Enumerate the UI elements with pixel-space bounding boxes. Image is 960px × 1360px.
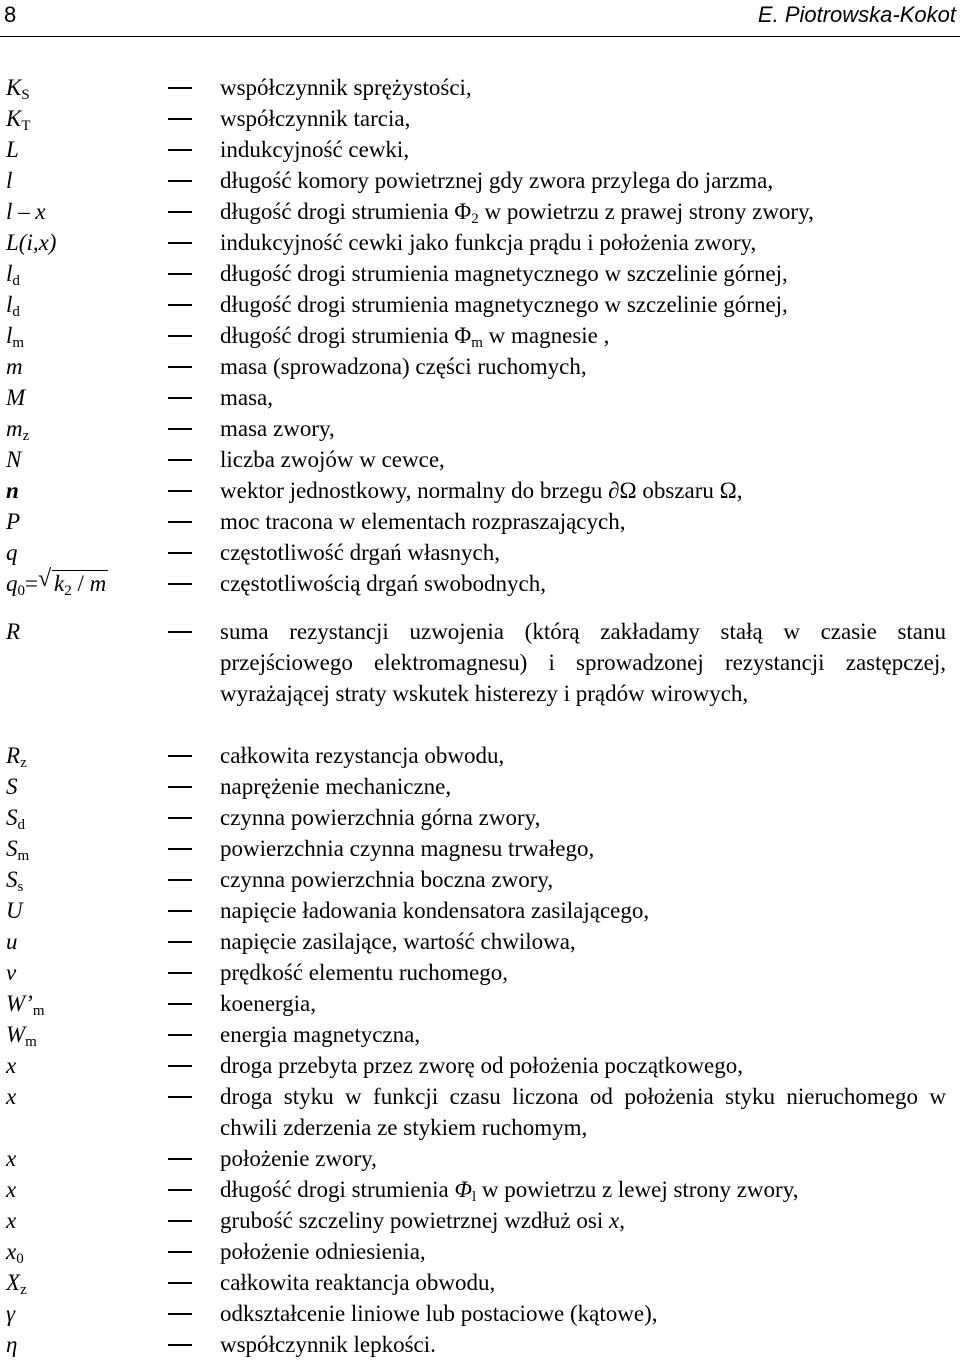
description-text: czynna powierzchnia górna zwory, bbox=[220, 805, 541, 830]
dash-separator bbox=[168, 118, 192, 120]
symbol-description bbox=[220, 1019, 946, 1050]
symbol-letter: u bbox=[6, 929, 18, 954]
symbol-row bbox=[0, 1236, 960, 1267]
symbol bbox=[6, 926, 18, 957]
symbol bbox=[6, 1236, 24, 1267]
symbol-row bbox=[0, 165, 960, 196]
symbol-description bbox=[220, 895, 946, 926]
description-text-after: , bbox=[619, 1208, 625, 1233]
symbol-subscript: m bbox=[25, 1034, 37, 1050]
description-text: powierzchnia czynna magnesu trwałego, bbox=[220, 836, 595, 861]
description-subscript: m bbox=[471, 335, 483, 351]
symbol bbox=[6, 740, 27, 771]
symbol-description bbox=[220, 351, 946, 382]
symbol-description bbox=[220, 1329, 946, 1360]
symbol bbox=[6, 1267, 27, 1298]
symbol-row bbox=[0, 103, 960, 134]
description-text: liczba zwojów w cewce, bbox=[220, 447, 445, 472]
description-text: współczynnik sprężystości, bbox=[220, 75, 472, 100]
dash-separator bbox=[168, 1189, 192, 1191]
symbol-subscript: z bbox=[20, 1282, 27, 1298]
symbol-letter: γ bbox=[6, 1301, 16, 1326]
symbol-subscript: m bbox=[17, 848, 30, 864]
symbol-description bbox=[220, 1298, 946, 1329]
description-subscript: l bbox=[471, 1189, 477, 1205]
symbol-subscript: d bbox=[12, 273, 20, 289]
dash-separator bbox=[168, 755, 192, 757]
symbol bbox=[6, 475, 19, 506]
symbol-row bbox=[0, 1050, 960, 1081]
symbol-description bbox=[220, 802, 946, 833]
symbol-row bbox=[0, 444, 960, 475]
description-text: koenergia, bbox=[220, 991, 317, 1016]
symbol-description bbox=[220, 72, 946, 103]
dash-separator bbox=[168, 1220, 192, 1222]
symbol-row bbox=[0, 227, 960, 258]
description-text: położenie zwory, bbox=[220, 1146, 377, 1171]
dash-separator bbox=[168, 941, 192, 943]
dash-separator bbox=[168, 273, 192, 275]
symbol-letter: x bbox=[6, 1177, 17, 1202]
symbol bbox=[6, 957, 16, 988]
symbol-description bbox=[220, 320, 946, 351]
dash-separator bbox=[168, 242, 192, 244]
description-text: częstotliwość drgań własnych, bbox=[220, 540, 500, 565]
symbol-subscript: 0 bbox=[16, 1251, 24, 1267]
symbol-row bbox=[0, 320, 960, 351]
symbol bbox=[6, 413, 29, 444]
description-text: długość drogi strumienia bbox=[220, 1177, 455, 1202]
description-text: grubość szczeliny powietrznej wzdłuż osi bbox=[220, 1208, 609, 1233]
symbol bbox=[6, 802, 25, 833]
symbol-letter: q bbox=[6, 571, 18, 596]
page-header bbox=[0, 0, 960, 37]
dash-separator bbox=[168, 583, 192, 585]
symbol-subscript: z bbox=[20, 755, 27, 771]
symbol-letter: x bbox=[6, 1146, 17, 1171]
dash-separator bbox=[168, 552, 192, 554]
description-text: długość komory powietrznej gdy zwora przylega do jarzma, bbox=[220, 168, 774, 193]
symbol-description bbox=[220, 1267, 946, 1298]
dash-separator bbox=[168, 1158, 192, 1160]
symbol-row bbox=[0, 740, 960, 771]
running-head: E. Piotrowska-Kokot bbox=[757, 2, 956, 27]
symbol bbox=[6, 289, 20, 320]
symbol-description bbox=[220, 568, 946, 599]
symbol-row bbox=[0, 616, 960, 740]
symbol-row bbox=[0, 196, 960, 227]
symbol bbox=[6, 568, 108, 599]
symbol bbox=[6, 196, 46, 227]
symbol bbox=[6, 988, 45, 1019]
symbol-description bbox=[220, 988, 946, 1019]
dash-separator bbox=[168, 1344, 192, 1346]
symbol-letter: v bbox=[6, 960, 17, 985]
dash-separator bbox=[168, 335, 192, 337]
dash-separator bbox=[168, 817, 192, 819]
symbol-description bbox=[220, 616, 946, 709]
symbol-letter: M bbox=[6, 385, 26, 410]
description-text: napięcie ładowania kondensatora zasilającego, bbox=[220, 898, 650, 923]
symbol-description bbox=[220, 258, 946, 289]
symbol-row bbox=[0, 413, 960, 444]
description-text: długość drogi strumienia Φ bbox=[220, 323, 472, 348]
symbol bbox=[6, 864, 23, 895]
description-text: całkowita reaktancja obwodu, bbox=[220, 1270, 496, 1295]
symbol-description bbox=[220, 537, 946, 568]
symbol-row bbox=[0, 895, 960, 926]
description-text: długość drogi strumienia Φ bbox=[220, 199, 472, 224]
symbol-row bbox=[0, 382, 960, 413]
symbol-letter: S bbox=[6, 836, 18, 861]
symbol-letter: x bbox=[6, 1208, 17, 1233]
symbol-letter: q bbox=[6, 540, 18, 565]
symbol bbox=[6, 103, 31, 134]
symbol bbox=[6, 616, 20, 647]
dash-separator bbox=[168, 786, 192, 788]
symbol-letter: l bbox=[6, 261, 13, 286]
symbol-description bbox=[220, 1236, 946, 1267]
description-text: droga przebyta przez zworę od położenia początkowego, bbox=[220, 1053, 744, 1078]
description-text: suma rezystancji uzwojenia (którą zakładamy stałą w czasie stanu przejściowego elektromagnesu) i sprowadzonej rezystancji zastępczej, wyrażającej straty wskutek histerezy i prądów wirowych, bbox=[220, 619, 946, 706]
symbol-row bbox=[0, 926, 960, 957]
description-text: indukcyjność cewki, bbox=[220, 137, 410, 162]
symbol-letter: l bbox=[6, 168, 13, 193]
description-text: odkształcenie liniowe lub postaciowe (kątowe), bbox=[220, 1301, 658, 1326]
formula-k-subscript: 2 bbox=[64, 583, 72, 599]
symbol-row bbox=[0, 864, 960, 895]
symbol-subscript: d bbox=[17, 817, 25, 833]
symbol-subscript: z bbox=[22, 428, 30, 444]
symbol bbox=[6, 382, 25, 413]
symbol bbox=[6, 506, 20, 537]
symbol-letter: P bbox=[6, 509, 21, 534]
symbol-row bbox=[0, 258, 960, 289]
description-text: droga styku w funkcji czasu liczona od położenia styku nieruchomego w chwili zderzenia ze stykiem ruchomym, bbox=[220, 1084, 946, 1140]
formula-slash: / bbox=[71, 571, 90, 596]
symbol-description bbox=[220, 196, 946, 227]
radical-sign: √ bbox=[37, 566, 52, 592]
symbol-row bbox=[0, 771, 960, 802]
symbol-subscript: m bbox=[12, 335, 25, 351]
symbol-row bbox=[0, 289, 960, 320]
formula-k: k bbox=[53, 571, 65, 596]
description-text-after: w powietrzu z prawej strony zwory, bbox=[478, 199, 814, 224]
symbol-description bbox=[220, 506, 946, 537]
symbol-row bbox=[0, 1205, 960, 1236]
description-text: masa, bbox=[220, 385, 274, 410]
symbol-letter: l – x bbox=[6, 199, 46, 224]
symbol-subscript: S bbox=[21, 87, 30, 103]
symbol bbox=[6, 1143, 16, 1174]
symbol-row bbox=[0, 475, 960, 506]
description-text: prędkość elementu ruchomego, bbox=[220, 960, 509, 985]
symbol-letter: L bbox=[6, 137, 19, 162]
symbol bbox=[6, 895, 23, 926]
dash-separator bbox=[168, 631, 192, 633]
description-text: masa zwory, bbox=[220, 416, 335, 441]
symbol bbox=[6, 771, 18, 802]
dash-separator bbox=[168, 1251, 192, 1253]
symbol-description bbox=[220, 289, 946, 320]
description-text: całkowita rezystancja obwodu, bbox=[220, 743, 505, 768]
formula-equals: = bbox=[25, 571, 38, 596]
symbol bbox=[6, 1205, 16, 1236]
symbol-letter: R bbox=[6, 743, 21, 768]
symbol-letter: X bbox=[6, 1270, 21, 1295]
radicand bbox=[52, 570, 108, 599]
description-text: współczynnik tarcia, bbox=[220, 106, 411, 131]
symbol-row bbox=[0, 72, 960, 103]
symbol bbox=[6, 1298, 15, 1329]
symbol-letter: x bbox=[6, 1084, 17, 1109]
symbol-description bbox=[220, 103, 946, 134]
symbol bbox=[6, 1050, 16, 1081]
description-italic: x bbox=[608, 1208, 620, 1233]
symbol-description bbox=[220, 1174, 946, 1205]
symbol-description bbox=[220, 771, 946, 802]
symbol bbox=[6, 351, 23, 382]
dash-separator bbox=[168, 521, 192, 523]
dash-separator bbox=[168, 180, 192, 182]
description-text: wektor jednostkowy, normalny do brzegu ∂Ω obszaru Ω, bbox=[220, 478, 743, 503]
symbol-letter: l bbox=[6, 323, 13, 348]
symbol-description bbox=[220, 413, 946, 444]
description-text: naprężenie mechaniczne, bbox=[220, 774, 452, 799]
dash-separator bbox=[168, 1034, 192, 1036]
symbol bbox=[6, 165, 12, 196]
symbol bbox=[6, 320, 24, 351]
symbol-letter: L(i,x) bbox=[6, 230, 57, 255]
dash-separator bbox=[168, 459, 192, 461]
description-text-after: w magnesie , bbox=[482, 323, 610, 348]
symbol bbox=[6, 227, 56, 258]
symbol-description bbox=[220, 864, 946, 895]
description-text: energia magnetyczna, bbox=[220, 1022, 421, 1047]
symbol-description bbox=[220, 957, 946, 988]
symbol-subscript: s bbox=[17, 879, 24, 895]
description-text: położenie odniesienia, bbox=[220, 1239, 426, 1264]
symbol-subscript: d bbox=[12, 304, 20, 320]
symbol-description bbox=[220, 475, 946, 506]
symbol-letter: m bbox=[6, 354, 23, 379]
symbol bbox=[6, 1019, 37, 1050]
symbol-row bbox=[0, 134, 960, 165]
description-text: długość drogi strumienia magnetycznego w szczelinie górnej, bbox=[220, 292, 788, 317]
symbol bbox=[6, 72, 30, 103]
symbol-description bbox=[220, 926, 946, 957]
symbol-description bbox=[220, 1050, 946, 1081]
sqrt-expression bbox=[38, 568, 108, 599]
symbol-description bbox=[220, 1205, 946, 1236]
description-text: indukcyjność cewki jako funkcja prądu i położenia zwory, bbox=[220, 230, 757, 255]
symbol-letter: N bbox=[6, 447, 22, 472]
dash-separator bbox=[168, 972, 192, 974]
symbol bbox=[6, 1329, 17, 1360]
symbol-letter: K bbox=[6, 106, 22, 131]
description-text-after: w powietrzu z lewej strony zwory, bbox=[476, 1177, 799, 1202]
symbol-row bbox=[0, 1174, 960, 1205]
dash-separator bbox=[168, 1065, 192, 1067]
symbol-description bbox=[220, 165, 946, 196]
symbol-row bbox=[0, 802, 960, 833]
symbol-letter: n bbox=[6, 478, 19, 503]
dash-separator bbox=[168, 1282, 192, 1284]
description-text: długość drogi strumienia magnetycznego w szczelinie górnej, bbox=[220, 261, 788, 286]
symbol-row bbox=[0, 833, 960, 864]
symbol-row bbox=[0, 351, 960, 382]
description-text: czynna powierzchnia boczna zwory, bbox=[220, 867, 554, 892]
symbol-row bbox=[0, 568, 960, 616]
dash-separator bbox=[168, 1096, 192, 1098]
symbol bbox=[6, 537, 18, 568]
symbol-row bbox=[0, 1081, 960, 1143]
description-text: moc tracona w elementach rozpraszających, bbox=[220, 509, 626, 534]
formula-m: m bbox=[89, 571, 107, 596]
symbol bbox=[6, 444, 21, 475]
symbol-description bbox=[220, 740, 946, 771]
symbol-letter: η bbox=[6, 1332, 18, 1357]
symbol-letter: x bbox=[6, 1239, 17, 1264]
dash-separator bbox=[168, 149, 192, 151]
symbol-row bbox=[0, 1019, 960, 1050]
dash-separator bbox=[168, 910, 192, 912]
symbol-list bbox=[0, 72, 960, 1360]
dash-separator bbox=[168, 490, 192, 492]
symbol bbox=[6, 833, 29, 864]
symbol-row bbox=[0, 1298, 960, 1329]
symbol-letter: K bbox=[6, 75, 22, 100]
symbol-letter: l bbox=[6, 292, 13, 317]
symbol-description bbox=[220, 1081, 946, 1143]
dash-separator bbox=[168, 87, 192, 89]
symbol-row bbox=[0, 537, 960, 568]
dash-separator bbox=[168, 1313, 192, 1315]
symbol bbox=[6, 134, 19, 165]
symbol-letter: x bbox=[6, 1053, 17, 1078]
symbol-description bbox=[220, 227, 946, 258]
symbol-description bbox=[220, 134, 946, 165]
dash-separator bbox=[168, 397, 192, 399]
description-subscript: 2 bbox=[471, 211, 479, 227]
description-italic: Φ bbox=[454, 1177, 472, 1202]
dash-separator bbox=[168, 1003, 192, 1005]
page-number: 8 bbox=[4, 2, 17, 27]
dash-separator bbox=[168, 211, 192, 213]
symbol-description bbox=[220, 833, 946, 864]
symbol-letter: m bbox=[6, 416, 23, 441]
description-text: częstotliwością drgań swobodnych, bbox=[220, 571, 546, 596]
symbol-row bbox=[0, 1329, 960, 1360]
symbol bbox=[6, 1174, 16, 1205]
symbol-letter: S bbox=[6, 774, 18, 799]
symbol-subscript: 0 bbox=[17, 583, 25, 599]
dash-separator bbox=[168, 304, 192, 306]
symbol-row bbox=[0, 506, 960, 537]
symbol bbox=[6, 1081, 16, 1112]
description-text: masa (sprowadzona) części ruchomych, bbox=[220, 354, 587, 379]
description-text: napięcie zasilające, wartość chwilowa, bbox=[220, 929, 576, 954]
symbol-subscript: m bbox=[32, 1003, 45, 1019]
description-text: współczynnik lepkości. bbox=[220, 1332, 436, 1357]
symbol-row bbox=[0, 1143, 960, 1174]
symbol-row bbox=[0, 988, 960, 1019]
dash-separator bbox=[168, 428, 192, 430]
symbol-letter: R bbox=[6, 619, 21, 644]
symbol-description bbox=[220, 444, 946, 475]
dash-separator bbox=[168, 366, 192, 368]
symbol-letter: S bbox=[6, 805, 18, 830]
symbol-description bbox=[220, 382, 946, 413]
symbol-letter: S bbox=[6, 867, 18, 892]
dash-separator bbox=[168, 879, 192, 881]
symbol-subscript: T bbox=[21, 118, 31, 134]
symbol-description bbox=[220, 1143, 946, 1174]
symbol-letter: U bbox=[6, 898, 23, 923]
symbol-row bbox=[0, 1267, 960, 1298]
dash-separator bbox=[168, 848, 192, 850]
symbol-letter: W’ bbox=[6, 991, 33, 1016]
symbol bbox=[6, 258, 20, 289]
symbol-letter: W bbox=[6, 1022, 26, 1047]
symbol-row bbox=[0, 957, 960, 988]
